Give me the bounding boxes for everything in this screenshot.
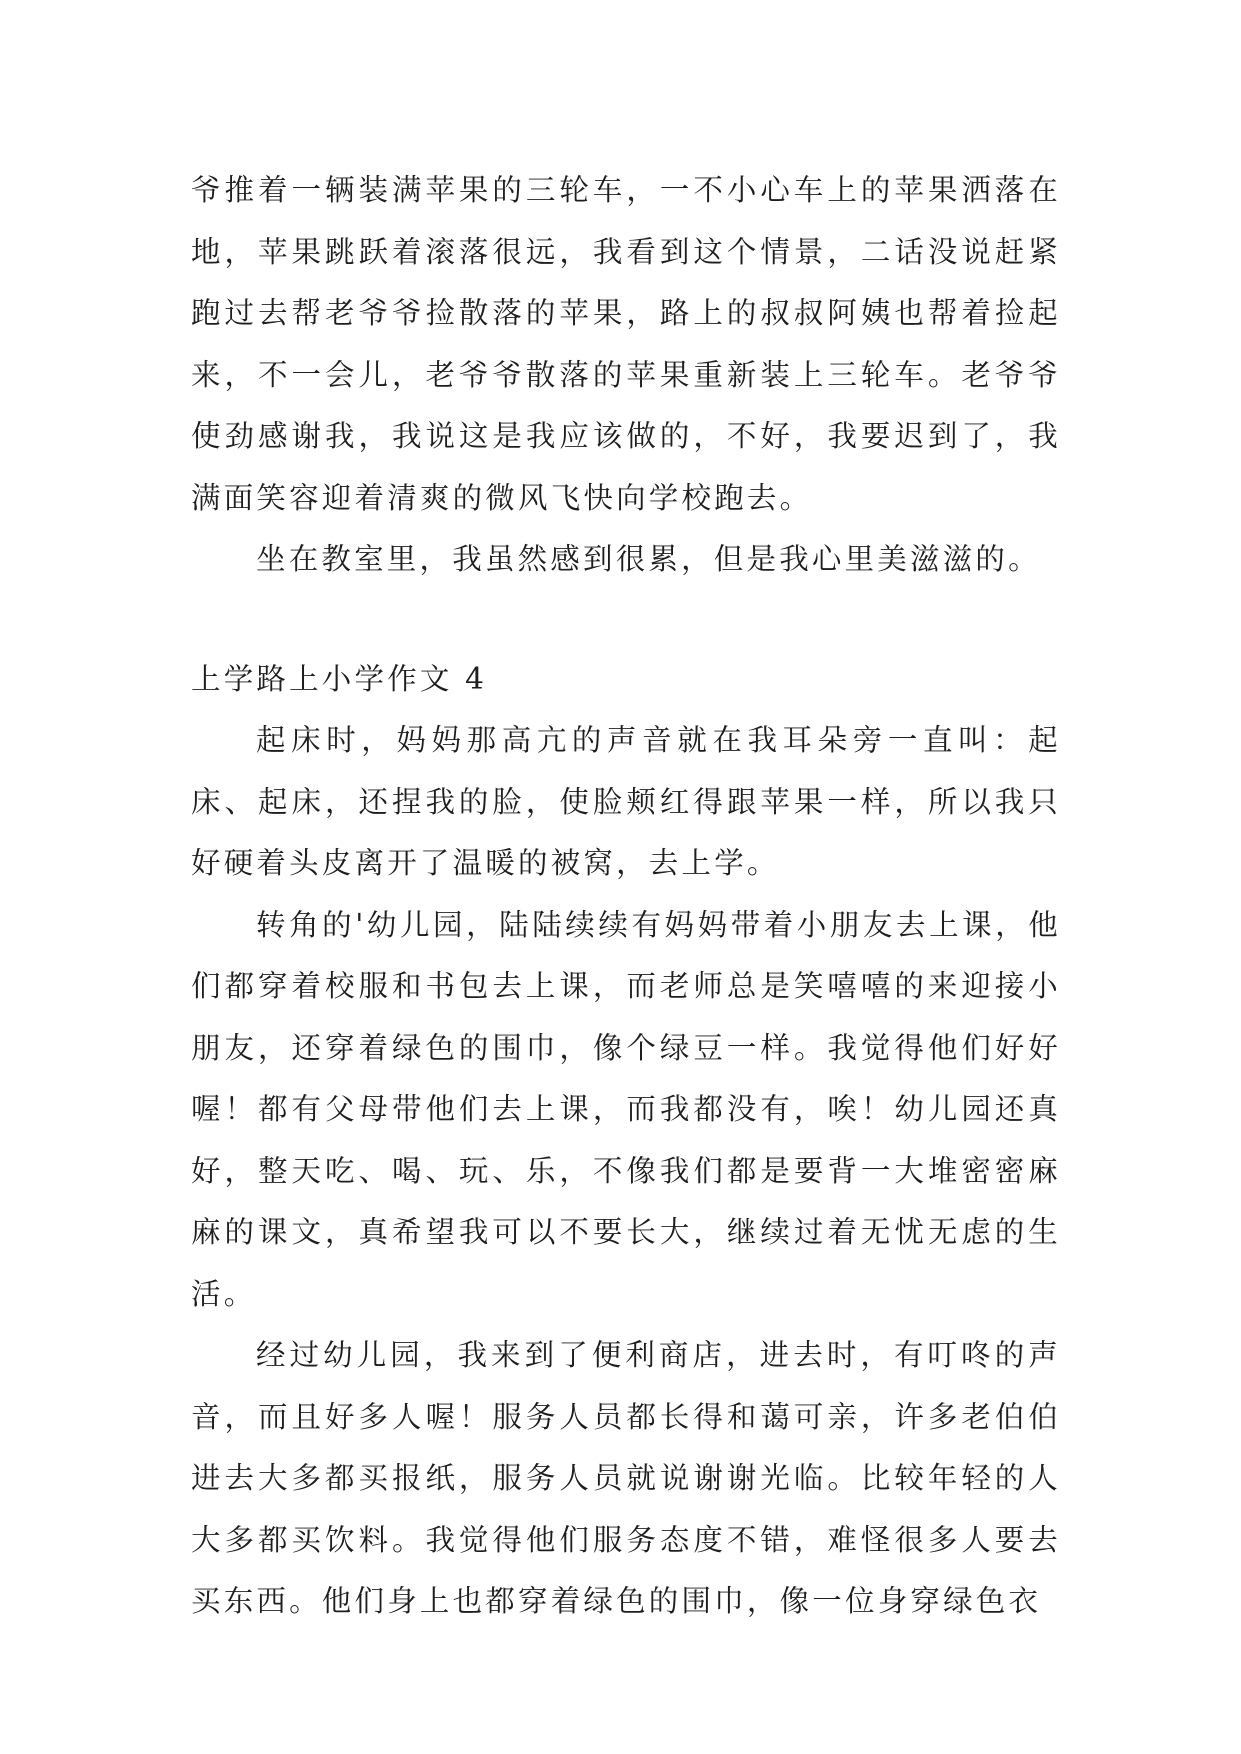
paragraph: 坐在教室里，我虽然感到很累，但是我心里美滋滋的。 — [256, 542, 1041, 576]
section-heading: 上学路上小学作文 4 — [191, 661, 488, 696]
paragraph: 经过幼儿园，我来到了便利商店，进去时，有叮咚的声音，而且好多人喔！服务人员都长得和蔼可亲，许多老伯伯进去大多都买报纸，服务人员就说谢谢光临。比较年轻的人大多都买饮料。我觉得他们服务态度不错，难怪很多人要去买东西。他们身上也都穿着绿色的围巾，像一位身穿绿色衣 — [191, 1338, 1061, 1618]
paragraph-continued: 爷推着一辆装满苹果的三轮车，一不小心车上的苹果洒落在地，苹果跳跃着滚落很远，我看到这个情景，二话没说赶紧跑过去帮老爷爷捡散落的苹果，路上的叔叔阿姨也帮着捡起来，不一会儿，老爷爷散落的苹果重新装上三轮车。老爷爷使劲感谢我，我说这是我应该做的，不好，我要迟到了，我满面笑容迎着清爽的微风飞快向学校跑去。 — [191, 173, 1061, 515]
paragraph: 起床时，妈妈那高亢的声音就在我耳朵旁一直叫：起床、起床，还捏我的脸，使脸颊红得跟苹果一样，所以我只好硬着头皮离开了温暖的被窝，去上学。 — [191, 723, 1061, 880]
paragraph: 转角的'幼儿园，陆陆续续有妈妈带着小朋友去上课，他们都穿着校服和书包去上课，而老师总是笑嘻嘻的来迎接小朋友，还穿着绿色的围巾，像个绿豆一样。我觉得他们好好喔！都有父母带他们去上课，而我都没有，唉！幼儿园还真好，整天吃、喝、玩、乐，不像我们都是要背一大堆密密麻麻的课文，真希望我可以不要长大，继续过着无忧无虑的生活。 — [191, 907, 1061, 1311]
document-body — [191, 160, 1061, 1633]
section-gap — [191, 591, 1061, 649]
